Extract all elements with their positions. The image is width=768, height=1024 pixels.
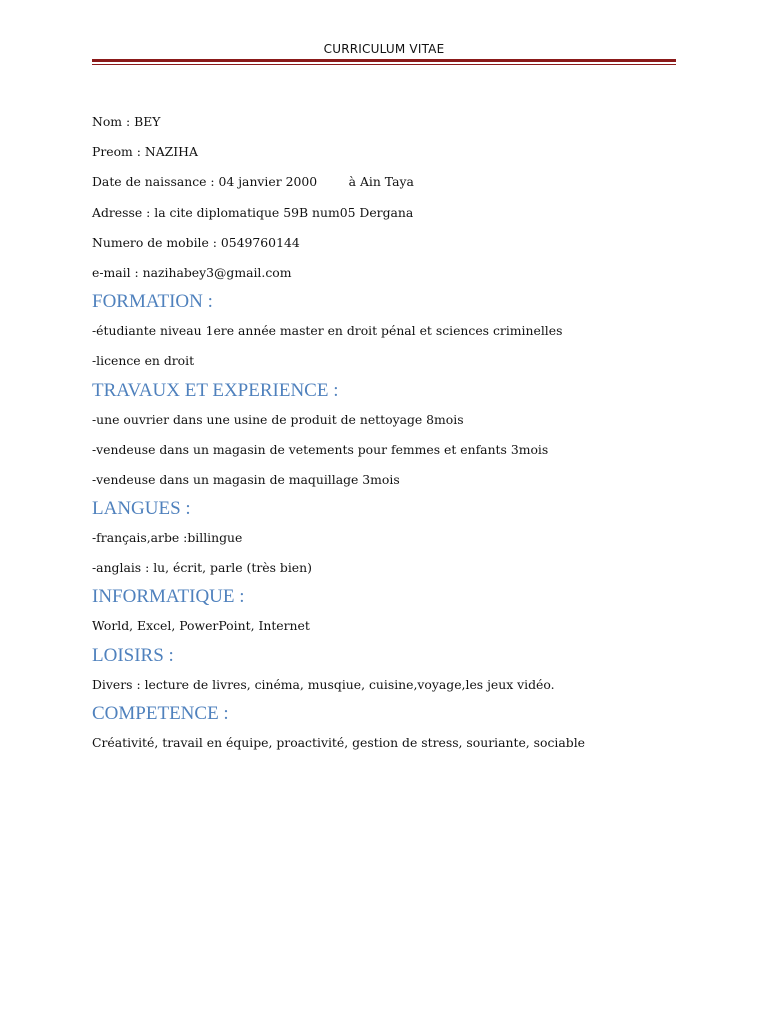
page-title: CURRICULUM VITAE — [323, 42, 445, 56]
langues-item: -français,arbe :billingue — [92, 530, 243, 546]
birth-line: Date de naissance : 04 janvier 2000 à Ain Taya — [92, 174, 414, 190]
loisirs-item: Divers : lecture de livres, cinéma, musqiue, cuisine,voyage,les jeux vidéo. — [92, 676, 555, 692]
section-heading-competence: COMPETENCE : — [92, 702, 229, 724]
email-line: e-mail : nazihabey3@gmail.com — [92, 264, 292, 280]
section-heading-travaux: TRAVAUX ET EXPERIENCE : — [92, 379, 339, 401]
section-loisirs — [92, 645, 692, 693]
section-langues — [92, 498, 692, 576]
address-line: Adresse : la cite diplomatique 59B num05 Dergana — [92, 204, 414, 220]
section-travaux — [92, 380, 692, 488]
competence-item: Créativité, travail en équipe, proactivité, gestion de stress, souriante, sociable — [92, 734, 586, 750]
formation-item: -étudiante niveau 1ere année master en droit pénal et sciences criminelles — [92, 323, 563, 339]
informatique-item: World, Excel, PowerPoint, Internet — [92, 618, 310, 634]
header-rule-thick — [92, 59, 676, 62]
identity-block — [92, 114, 692, 281]
section-heading-loisirs: LOISIRS : — [92, 644, 174, 666]
cv-body — [92, 114, 692, 765]
section-competence — [92, 703, 692, 751]
travaux-item: -une ouvrier dans une usine de produit de nettoyage 8mois — [92, 411, 464, 427]
section-informatique — [92, 586, 692, 634]
travaux-item: -vendeuse dans un magasin de vetements pour femmes et enfants 3mois — [92, 441, 549, 457]
header-rule-thin — [92, 64, 676, 65]
name-line: Nom : BEY — [92, 114, 161, 129]
travaux-item: -vendeuse dans un magasin de maquillage 3mois — [92, 471, 400, 487]
section-heading-formation: FORMATION : — [92, 291, 213, 313]
formation-item: -licence en droit — [92, 353, 195, 369]
langues-item: -anglais : lu, écrit, parle (très bien) — [92, 560, 312, 576]
section-heading-langues: LANGUES : — [92, 498, 191, 520]
first-name-line: Preom : NAZIHA — [92, 144, 198, 160]
mobile-line: Numero de mobile : 0549760144 — [92, 234, 300, 250]
section-formation — [92, 291, 692, 369]
section-heading-informatique: INFORMATIQUE : — [92, 586, 245, 608]
